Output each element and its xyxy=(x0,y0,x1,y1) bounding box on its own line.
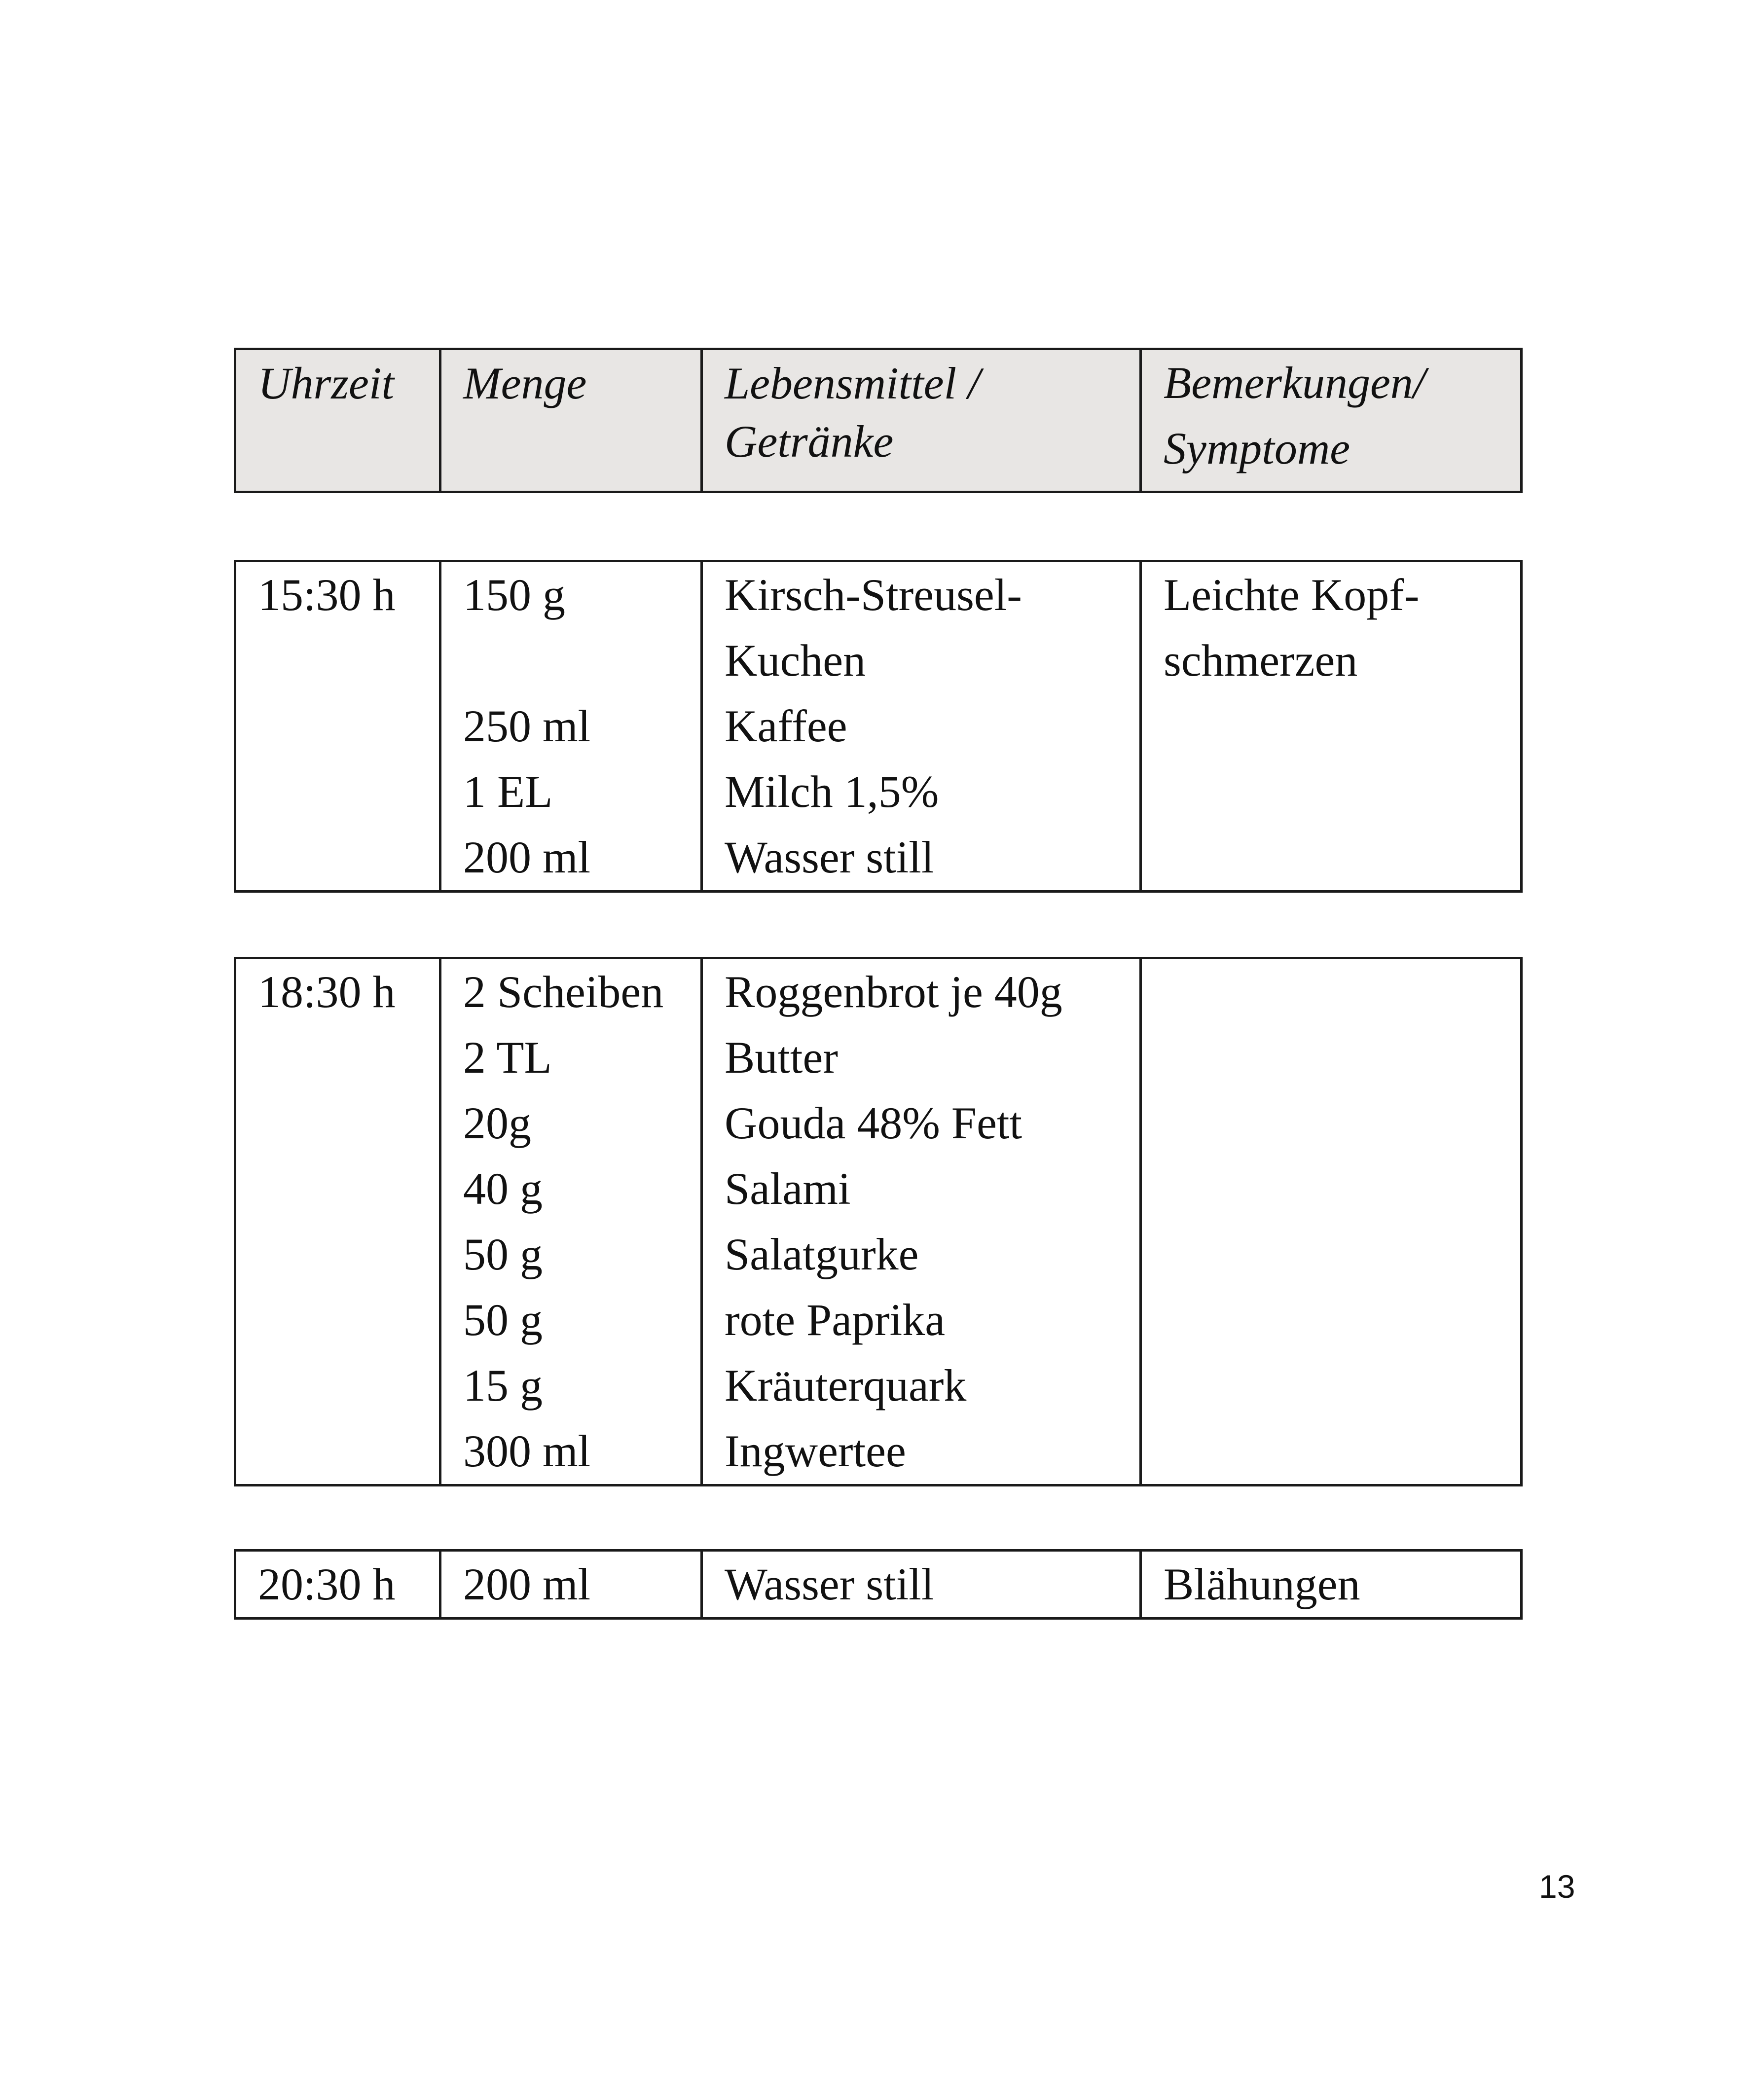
food-value: Kuchen xyxy=(725,635,866,686)
food-value: Salatgurke xyxy=(725,1229,919,1279)
food-value: Ingwertee xyxy=(725,1426,906,1476)
header-remarks xyxy=(1141,349,1522,492)
amount-value: 40 g xyxy=(463,1163,543,1214)
entry-foods xyxy=(702,958,1141,1485)
header-remarks-label-line2: Symptome xyxy=(1164,423,1350,473)
amount-value: 2 TL xyxy=(463,1032,552,1083)
entry-amounts xyxy=(440,1551,702,1619)
header-food-label-line1: Lebensmittel / xyxy=(725,358,981,408)
amount-value: 15 g xyxy=(463,1360,543,1411)
header-amount xyxy=(440,349,702,492)
entry-table xyxy=(234,957,1523,1486)
amount-value: 300 ml xyxy=(463,1426,591,1476)
header-food-label-line2: Getränke xyxy=(725,416,894,467)
header-remarks-label-line1: Bemerkungen/ xyxy=(1164,358,1426,408)
time-value: 18:30 h xyxy=(258,967,396,1017)
header-time xyxy=(235,349,440,492)
table-row xyxy=(235,1551,1522,1619)
food-value: Gouda 48% Fett xyxy=(725,1098,1022,1148)
remark-value: Blähungen xyxy=(1164,1559,1360,1609)
amount-value: 50 g xyxy=(463,1229,543,1279)
remark-value: schmerzen xyxy=(1164,635,1358,686)
amount-value: 150 g xyxy=(463,570,565,620)
header-table xyxy=(234,348,1523,493)
header-food xyxy=(702,349,1141,492)
amount-value: 250 ml xyxy=(463,701,591,751)
entry-foods xyxy=(702,1551,1141,1619)
entry-time xyxy=(235,958,440,1485)
food-value: Kräuterquark xyxy=(725,1360,967,1411)
entry-remarks xyxy=(1141,958,1522,1485)
remark-value: Leichte Kopf- xyxy=(1164,570,1420,620)
entry-foods xyxy=(702,561,1141,892)
header-row xyxy=(235,349,1522,492)
header-amount-label: Menge xyxy=(463,358,587,408)
header-time-label: Uhrzeit xyxy=(258,358,394,408)
amount-value: 50 g xyxy=(463,1295,543,1345)
food-value: Roggenbrot je 40g xyxy=(725,967,1062,1017)
table-row xyxy=(235,958,1522,1485)
food-value: Butter xyxy=(725,1032,838,1083)
amount-value xyxy=(463,628,700,693)
entry-remarks xyxy=(1141,561,1522,892)
food-value: Salami xyxy=(725,1163,851,1214)
entry-table xyxy=(234,1549,1523,1620)
entry-time xyxy=(235,561,440,892)
time-value: 15:30 h xyxy=(258,570,396,620)
amount-value: 2 Scheiben xyxy=(463,967,664,1017)
food-value: Wasser still xyxy=(725,832,934,882)
entry-table xyxy=(234,560,1523,893)
entry-remarks xyxy=(1141,1551,1522,1619)
amount-value: 200 ml xyxy=(463,1559,591,1609)
amount-value: 20g xyxy=(463,1098,531,1148)
entry-time xyxy=(235,1551,440,1619)
time-value: 20:30 h xyxy=(258,1559,396,1609)
amount-value: 1 EL xyxy=(463,766,553,817)
amount-value: 200 ml xyxy=(463,832,591,882)
table-row xyxy=(235,561,1522,892)
food-value: Kirsch-Streusel- xyxy=(725,570,1022,620)
food-value: Wasser still xyxy=(725,1559,934,1609)
entry-amounts xyxy=(440,561,702,892)
food-value: Milch 1,5% xyxy=(725,766,939,817)
food-value: Kaffee xyxy=(725,701,847,751)
food-value: rote Paprika xyxy=(725,1295,946,1345)
entry-amounts xyxy=(440,958,702,1485)
page-number: 13 xyxy=(1539,1868,1575,1905)
